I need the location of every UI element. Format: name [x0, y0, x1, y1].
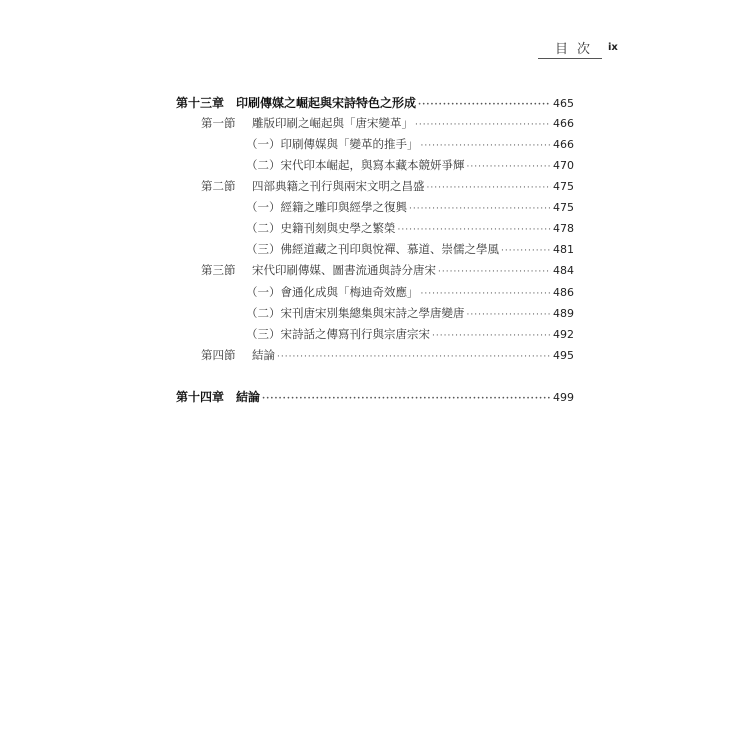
dot-leader [415, 118, 551, 132]
toc-section-label: 第三節 [201, 263, 236, 277]
toc-section-label: 第四節 [201, 348, 236, 362]
running-header [0, 38, 750, 68]
toc-page-number: 499 [553, 391, 574, 404]
dot-leader [421, 139, 552, 153]
header-rule [538, 58, 602, 59]
toc-page-number: 484 [553, 264, 574, 277]
toc-chapter-label: 第十四章 [176, 390, 225, 404]
header-page-number: ix [608, 42, 618, 53]
toc-item-3-2[interactable] [246, 306, 574, 322]
toc-item-title: （一）經籍之雕印與經學之復興 [246, 200, 407, 214]
toc-section-title: 結論 [252, 348, 275, 362]
toc-page-number: 466 [553, 138, 574, 151]
dot-leader [432, 329, 551, 343]
toc-page-number: 481 [553, 243, 574, 256]
toc-item-title: （一）印刷傳媒與「變革的推手」 [246, 137, 419, 151]
dot-leader [427, 181, 552, 195]
toc-page-number: 495 [553, 349, 574, 362]
toc-section-label: 第一節 [201, 116, 236, 130]
toc-section-title: 四部典籍之刊行與兩宋文明之昌盛 [252, 179, 425, 193]
toc-section-title: 雕版印刷之崛起與「唐宋變革」 [252, 116, 413, 130]
toc-item-title: （二）宋刊唐宋別集總集與宋詩之學唐變唐 [246, 306, 465, 320]
toc-chapter-label: 第十三章 [176, 96, 225, 110]
toc-section-label: 第二節 [201, 179, 236, 193]
toc-page-number: 475 [553, 180, 574, 193]
toc-section-1[interactable] [201, 116, 574, 132]
toc-chapter-13[interactable] [176, 96, 574, 112]
toc-chapter-title: 印刷傳媒之崛起與宋詩特色之形成 [236, 96, 417, 110]
toc-item-3-1[interactable] [246, 285, 574, 301]
dot-leader [421, 287, 552, 301]
toc-item-title: （三）宋詩話之傳寫刊行與宗唐宗宋 [246, 327, 430, 341]
toc-item-title: （一）會通化成與「梅迪奇效應」 [246, 285, 419, 299]
toc-item-title: （二）宋代印本崛起，與寫本藏本競妍爭輝 [246, 158, 465, 172]
dot-leader [467, 308, 552, 322]
toc-section-title: 宋代印刷傳媒、圖書流通與詩分唐宋 [252, 263, 436, 277]
toc-section-2[interactable] [201, 179, 574, 195]
dot-leader [438, 265, 551, 279]
toc-item-2-2[interactable] [246, 221, 574, 237]
dot-leader [409, 202, 551, 216]
dot-leader [418, 98, 551, 112]
toc-page-number: 470 [553, 159, 574, 172]
toc-page-number: 475 [553, 201, 574, 214]
dot-leader [262, 392, 551, 406]
toc-page-number: 489 [553, 307, 574, 320]
toc-page-number: 466 [553, 117, 574, 130]
dot-leader [398, 223, 552, 237]
dot-leader [277, 350, 551, 364]
toc-section-3[interactable] [201, 263, 574, 279]
toc-item-title: （三）佛經道藏之刊印與悅禪、慕道、崇儒之學風 [246, 242, 499, 256]
toc-chapter-14[interactable] [176, 390, 574, 406]
toc-item-1-1[interactable] [246, 137, 574, 153]
toc-page-number: 465 [553, 97, 574, 110]
toc-page-number: 478 [553, 222, 574, 235]
toc-item-title: （二）史籍刊刻與史學之繁榮 [246, 221, 396, 235]
toc-item-2-3[interactable] [246, 242, 574, 258]
toc-item-1-2[interactable] [246, 158, 574, 174]
toc-item-2-1[interactable] [246, 200, 574, 216]
dot-leader [467, 160, 552, 174]
toc-chapter-title: 結論 [236, 390, 261, 404]
toc-item-3-3[interactable] [246, 327, 574, 343]
toc-page-number: 486 [553, 286, 574, 299]
header-title: 目次 [555, 42, 600, 57]
toc-page-number: 492 [553, 328, 574, 341]
dot-leader [501, 244, 551, 258]
toc-section-4[interactable] [201, 348, 574, 364]
